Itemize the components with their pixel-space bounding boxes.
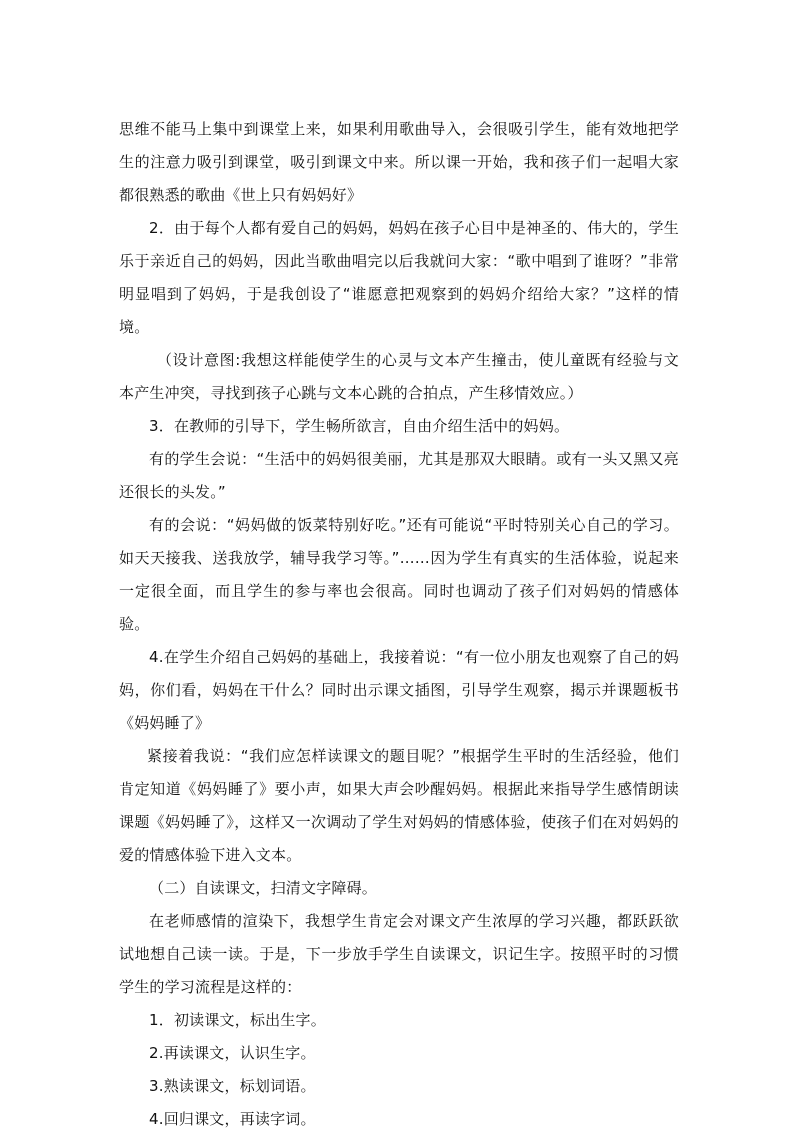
paragraph-self-reading: 在老师感情的渲染下，我想学生肯定会对课文产生浓厚的学习兴趣，都跃跃欲试地想自己读一读。于是，下一步放手学生自读课文，识记生字。按照平时的习惯学生的学习流程是这样的： xyxy=(119,912,679,996)
list-item-step-4: 4.回归课文，再读字词。 xyxy=(149,1110,316,1128)
paragraph-intro-continued: 思维不能马上集中到课堂上来，如果利用歌曲导入，会很吸引学生，能有效地把学生的注意力吸引到课堂，吸引到课文中来。所以课一开始，我和孩子们一起唱大家都很熟悉的歌曲《世上只有妈妈好》 xyxy=(119,120,679,204)
paragraph-title-reading: 紧接着我说：“我们应怎样读课文的题目呢？”根据学生平时的生活经验，他们肯定知道《妈妈睡了》要小声，如果大声会吵醒妈妈。根据此来指导学生感情朗读课题《妈妈睡了》，这样又一次调动了学生对妈妈的情感体验，使孩子们在对妈妈的爱的情感体验下进入文本。 xyxy=(119,747,679,864)
section-heading-self-reading: （二）自读课文，扫清文字障碍。 xyxy=(149,879,378,897)
document-body xyxy=(119,113,679,1136)
paragraph-point-4: 4.在学生介绍自己妈妈的基础上，我接着说：“有一位小朋友也观察了自己的妈妈，你们看，妈妈在干什么？同时出示课文插图，引导学生观察，揭示并课题板书《妈妈睡了》 xyxy=(119,648,679,732)
paragraph-design-intent: （设计意图:我想这样能使学生的心灵与文本产生撞击，使儿童既有经验与文本产生冲突，寻找到孩子心跳与文本心跳的合拍点，产生移情效应。） xyxy=(119,351,679,402)
paragraph-point-3: 3．在教师的引导下，学生畅所欲言，自由介绍生活中的妈妈。 xyxy=(149,417,570,435)
list-item-step-2: 2.再读课文，认识生字。 xyxy=(149,1044,316,1062)
list-item-step-3: 3.熟读课文，标划词语。 xyxy=(149,1077,316,1095)
paragraph-student-answer-1: 有的学生会说：“生活中的妈妈很美丽，尤其是那双大眼睛。或有一头又黑又亮还很长的头发。” xyxy=(119,450,679,501)
list-item-step-1: 1．初读课文，标出生字。 xyxy=(149,1011,326,1029)
paragraph-student-answer-2: 有的会说：“妈妈做的饭菜特别好吃。”还有可能说“平时特别关心自己的学习。如天天接我、送我放学，辅导我学习等。”……因为学生有真实的生活体验，说起来一定很全面，而且学生的参与率也会很高。同时也调动了孩子们对妈妈的情感体验。 xyxy=(119,516,679,633)
paragraph-point-2: 2．由于每个人都有爱自己的妈妈，妈妈在孩子心目中是神圣的、伟大的，学生乐于亲近自己的妈妈，因此当歌曲唱完以后我就问大家：“歌中唱到了谁呀？”非常明显唱到了妈妈，于是我创设了“谁愿意把观察到的妈妈介绍给大家？”这样的情境。 xyxy=(119,219,679,336)
